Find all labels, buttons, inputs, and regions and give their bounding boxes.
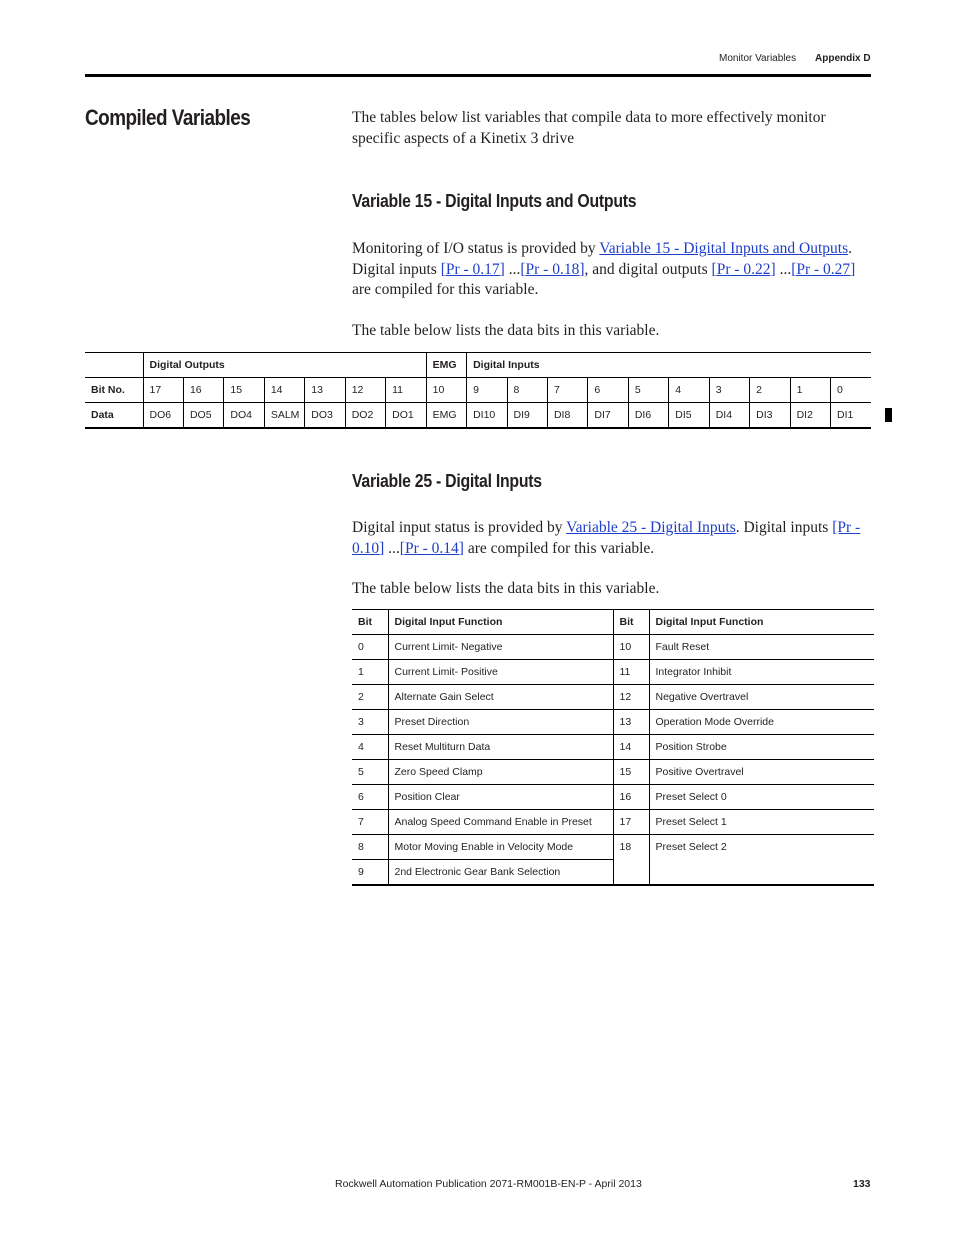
data-cell: DI1 <box>831 403 872 428</box>
bit-cell: 6 <box>588 378 628 403</box>
function-cell: Motor Moving Enable in Velocity Mode <box>388 835 613 860</box>
bit-cell: 4 <box>669 378 709 403</box>
table-row <box>352 660 874 685</box>
link-pr-0-22[interactable]: [Pr - 0.22] <box>711 260 776 278</box>
function-cell: Current Limit- Positive <box>388 660 613 685</box>
bit-cell: 2 <box>352 685 388 710</box>
data-cell: DI3 <box>750 403 790 428</box>
function-cell: Zero Speed Clamp <box>388 760 613 785</box>
data-cell: SALM <box>264 403 304 428</box>
running-header-section: Monitor Variables <box>719 53 797 64</box>
bit-cell: 5 <box>352 760 388 785</box>
function-cell: Analog Speed Command Enable in Preset <box>388 810 613 835</box>
data-cell: DO4 <box>224 403 264 428</box>
bit-cell: 0 <box>831 378 872 403</box>
table-row <box>352 710 874 735</box>
row-label-bit-no: Bit No. <box>85 378 143 403</box>
variable-25-table <box>352 609 874 886</box>
text: . Digital inputs <box>352 240 852 278</box>
function-cell: Preset Direction <box>388 710 613 735</box>
header-rule <box>85 74 871 77</box>
table-header-row <box>85 353 871 378</box>
function-cell: Position Clear <box>388 785 613 810</box>
bit-cell: 15 <box>224 378 264 403</box>
variable-15-paragraph <box>352 239 872 301</box>
bit-cell: 17 <box>613 810 649 835</box>
bit-cell: 1 <box>790 378 830 403</box>
variable-25-paragraph <box>352 518 872 559</box>
page-title: Compiled Variables <box>85 105 251 130</box>
bit-cell: 5 <box>628 378 668 403</box>
link-variable-25[interactable]: Variable 25 - Digital Inputs <box>566 519 736 536</box>
link-variable-15[interactable]: Variable 15 - Digital Inputs and Outputs <box>599 240 849 257</box>
group-digital-inputs: Digital Inputs <box>467 353 871 378</box>
running-header-appendix: Appendix D <box>815 53 871 64</box>
bit-cell: 18 <box>613 835 649 885</box>
text: Monitoring of I/O status is provided by <box>352 240 600 257</box>
header-bit: Bit <box>613 610 649 635</box>
link-pr-0-14[interactable]: [Pr - 0.14] <box>399 539 464 557</box>
table-row <box>352 835 874 860</box>
header-function: Digital Input Function <box>649 610 874 635</box>
bit-cell: 14 <box>613 735 649 760</box>
bit-cell: 7 <box>547 378 587 403</box>
table-row <box>352 685 874 710</box>
bit-cell: 1 <box>352 660 388 685</box>
bit-cell: 13 <box>305 378 345 403</box>
text: are compiled for this variable. <box>463 539 655 557</box>
data-cell: DI7 <box>588 403 628 428</box>
bit-cell: 10 <box>613 635 649 660</box>
bit-cell: 3 <box>352 710 388 735</box>
table-row <box>352 735 874 760</box>
text: are compiled for this variable. <box>352 281 539 298</box>
data-row <box>85 403 871 428</box>
link-pr-0-10[interactable]: [Pr - 0.10] <box>352 519 861 557</box>
link-pr-0-18[interactable]: [Pr - 0.18] <box>520 260 585 278</box>
bit-cell: 16 <box>613 785 649 810</box>
bit-cell: 2 <box>750 378 790 403</box>
text: . Digital inputs <box>735 519 833 536</box>
bit-cell: 11 <box>386 378 427 403</box>
group-digital-outputs: Digital Outputs <box>143 353 426 378</box>
text: ... <box>504 260 521 278</box>
intro-paragraph: The tables below list variables that compile data to more effectively monitor specific aspects of a Kinetix 3 drive <box>352 109 826 147</box>
data-cell: DO1 <box>386 403 427 428</box>
bit-number-row <box>85 378 871 403</box>
bit-cell: 8 <box>507 378 547 403</box>
bit-cell: 10 <box>426 378 466 403</box>
variable-15-table-intro: The table below lists the data bits in this variable. <box>352 322 660 339</box>
bit-cell: 3 <box>709 378 749 403</box>
data-cell: DI2 <box>790 403 830 428</box>
bit-cell: 15 <box>613 760 649 785</box>
data-cell: DI9 <box>507 403 547 428</box>
header-function: Digital Input Function <box>388 610 613 635</box>
data-cell: DO6 <box>143 403 183 428</box>
function-cell: Fault Reset <box>649 635 874 660</box>
function-cell: Position Strobe <box>649 735 874 760</box>
group-emg: EMG <box>426 353 466 378</box>
bit-cell: 6 <box>352 785 388 810</box>
bit-cell: 8 <box>352 835 388 860</box>
bit-cell: 9 <box>352 860 388 885</box>
data-cell: DO2 <box>345 403 385 428</box>
bit-cell: 4 <box>352 735 388 760</box>
bit-cell: 0 <box>352 635 388 660</box>
variable-15-heading: Variable 15 - Digital Inputs and Outputs <box>352 191 637 211</box>
footer-publication: Rockwell Automation Publication 2071-RM001B-EN-P - April 2013 <box>335 1178 642 1190</box>
data-cell: EMG <box>426 403 466 428</box>
function-cell: Negative Overtravel <box>649 685 874 710</box>
bit-cell: 12 <box>613 685 649 710</box>
data-cell: DO3 <box>305 403 345 428</box>
function-cell: Current Limit- Negative <box>388 635 613 660</box>
change-bar <box>885 408 892 422</box>
data-cell: DI10 <box>467 403 507 428</box>
bit-cell: 11 <box>613 660 649 685</box>
function-cell: Positive Overtravel <box>649 760 874 785</box>
link-pr-0-27[interactable]: [Pr - 0.27] <box>791 260 856 278</box>
data-cell: DI6 <box>628 403 668 428</box>
function-cell: Alternate Gain Select <box>388 685 613 710</box>
variable-25-heading: Variable 25 - Digital Inputs <box>352 471 542 491</box>
table-header-row <box>352 610 874 635</box>
function-cell: 2nd Electronic Gear Bank Selection <box>388 860 613 885</box>
function-cell: Operation Mode Override <box>649 710 874 735</box>
link-pr-0-17[interactable]: [Pr - 0.17] <box>440 260 505 278</box>
bit-cell: 16 <box>183 378 223 403</box>
data-cell: DI8 <box>547 403 587 428</box>
text: , and digital outputs <box>584 260 712 278</box>
header-bit: Bit <box>352 610 388 635</box>
bit-cell: 12 <box>345 378 385 403</box>
function-cell: Reset Multiturn Data <box>388 735 613 760</box>
variable-25-table-intro: The table below lists the data bits in this variable. <box>352 580 660 597</box>
function-cell: Preset Select 1 <box>649 810 874 835</box>
row-label-data: Data <box>85 403 143 428</box>
text: Digital input status is provided by <box>352 519 567 536</box>
variable-15-table <box>85 352 871 429</box>
bit-cell: 13 <box>613 710 649 735</box>
table-row <box>352 635 874 660</box>
function-cell: Preset Select 0 <box>649 785 874 810</box>
empty-cell <box>85 353 143 378</box>
data-cell: DI4 <box>709 403 749 428</box>
function-cell: Preset Select 2 <box>649 835 874 885</box>
bit-cell: 9 <box>467 378 507 403</box>
text: ... <box>775 260 792 278</box>
data-cell: DO5 <box>183 403 223 428</box>
data-cell: DI5 <box>669 403 709 428</box>
bit-cell: 14 <box>264 378 304 403</box>
function-cell: Integrator Inhibit <box>649 660 874 685</box>
page-number: 133 <box>853 1178 871 1190</box>
text: ... <box>384 539 400 557</box>
bit-cell: 17 <box>143 378 183 403</box>
table-row <box>352 810 874 835</box>
table-row <box>352 785 874 810</box>
bit-cell: 7 <box>352 810 388 835</box>
table-row <box>352 760 874 785</box>
